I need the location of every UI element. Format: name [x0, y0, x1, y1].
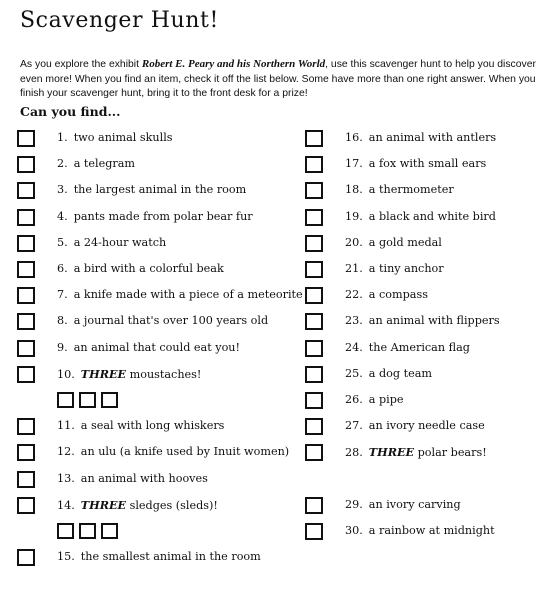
item-number: 24. — [345, 340, 363, 354]
item-number: 15. — [57, 550, 75, 564]
sub-checkbox[interactable] — [79, 392, 96, 408]
item-15 — [17, 543, 307, 569]
item-label — [345, 341, 470, 354]
item-label — [57, 210, 253, 223]
item-number: 27. — [345, 419, 363, 433]
item-number: 29. — [345, 497, 363, 511]
item-label — [345, 367, 432, 380]
item-27 — [305, 412, 545, 438]
item-text: the American flag — [368, 340, 470, 354]
checkbox-29[interactable] — [305, 497, 323, 514]
checkbox-17[interactable] — [305, 156, 323, 173]
item-number: 19. — [345, 209, 363, 223]
item-number: 28. — [345, 446, 363, 460]
checkbox-28[interactable] — [305, 444, 323, 461]
extra-checkboxes — [57, 523, 118, 539]
item-number: 2. — [57, 157, 68, 171]
sub-checkbox[interactable] — [57, 392, 74, 408]
item-label — [345, 157, 486, 170]
item-label — [345, 183, 454, 196]
item-8 — [17, 307, 307, 333]
sub-checkbox[interactable] — [57, 523, 74, 539]
item-7 — [17, 281, 307, 307]
item-label — [57, 341, 240, 354]
item-label — [345, 210, 496, 223]
item-number: 3. — [57, 183, 68, 197]
checkbox-21[interactable] — [305, 261, 323, 278]
item-29 — [305, 491, 545, 517]
item-label — [345, 236, 442, 249]
item-number: 14. — [57, 498, 75, 512]
intro-text-before: As you explore the exhibit — [20, 59, 142, 70]
item-label — [57, 314, 268, 327]
item-text: an animal with antlers — [368, 131, 497, 144]
item-label — [345, 445, 487, 459]
item-14 — [17, 491, 307, 544]
item-emphasis: THREE — [368, 445, 415, 460]
checkbox-12[interactable] — [17, 444, 35, 461]
item-label — [57, 288, 303, 301]
item-label — [57, 550, 261, 563]
sub-checkbox[interactable] — [101, 523, 118, 539]
item-text: an ulu (a knife used by Inuit women) — [80, 445, 290, 459]
checkbox-27[interactable] — [305, 418, 323, 435]
item-label — [57, 472, 208, 485]
item-emphasis: THREE — [80, 366, 127, 381]
item-label — [345, 393, 404, 406]
item-text: a dog team — [368, 366, 433, 380]
checkbox-19[interactable] — [305, 209, 323, 226]
item-number: 6. — [57, 261, 68, 275]
item-label — [345, 419, 485, 432]
item-number: 12. — [57, 445, 75, 459]
checkbox-25[interactable] — [305, 366, 323, 383]
item-text: polar bears! — [414, 446, 487, 460]
item-text: a compass — [368, 288, 428, 302]
checkbox-16[interactable] — [305, 130, 323, 147]
item-text: pants made from polar bear fur — [73, 209, 253, 223]
item-text: a thermometer — [368, 183, 454, 197]
item-text: an animal with flippers — [368, 314, 500, 328]
sub-checkbox[interactable] — [101, 392, 118, 408]
item-text: a fox with small ears — [368, 157, 487, 171]
item-text: a seal with long whiskers — [80, 419, 225, 433]
item-number: 10. — [57, 367, 75, 381]
item-text: a tiny anchor — [368, 261, 444, 275]
item-number: 30. — [345, 523, 363, 537]
item-text: the largest animal in the room — [73, 183, 247, 197]
item-5 — [17, 229, 307, 255]
item-13 — [17, 465, 307, 491]
item-text: a journal that's over 100 years old — [73, 314, 269, 328]
checkbox-26[interactable] — [305, 392, 323, 409]
item-label — [57, 419, 224, 432]
item-20 — [305, 229, 545, 255]
item-23 — [305, 307, 545, 333]
sub-checkbox[interactable] — [79, 523, 96, 539]
item-number: 8. — [57, 314, 68, 328]
item-emphasis: THREE — [80, 497, 127, 512]
item-label — [57, 183, 246, 196]
item-number: 1. — [57, 131, 68, 144]
item-text: the smallest animal in the room — [80, 550, 261, 564]
item-19 — [305, 203, 545, 229]
checkbox-13[interactable] — [17, 471, 35, 488]
checkbox-1[interactable] — [17, 130, 35, 147]
item-11 — [17, 412, 307, 438]
checkbox-5[interactable] — [17, 235, 35, 252]
item-number: 9. — [57, 340, 68, 354]
item-30 — [305, 517, 545, 543]
item-number: 16. — [345, 131, 363, 144]
item-text: an animal with hooves — [80, 471, 208, 485]
item-label — [345, 524, 495, 537]
intro-text-after: , use this scavenger hunt to help you discover even more! When you find an item, check it off the list below. Some have more than one right answer. When you finish your scavenger hunt, bring it to the front desk for a prize! — [20, 59, 536, 99]
exhibit-name: Robert E. Peary and his Northern World — [141, 58, 326, 70]
items-column-left — [17, 124, 307, 569]
checkbox-7[interactable] — [17, 287, 35, 304]
extra-checkboxes — [57, 392, 118, 408]
item-number: 22. — [345, 288, 363, 302]
item-text: a pipe — [368, 392, 404, 406]
item-text: a gold medal — [368, 235, 442, 249]
item-number: 21. — [345, 261, 363, 275]
item-number: 5. — [57, 235, 68, 249]
item-text: an ivory carving — [368, 497, 461, 511]
item-text: a telegram — [73, 157, 136, 171]
item-text: a knife made with a piece of a meteorite — [73, 288, 303, 302]
item-22 — [305, 281, 545, 307]
item-text: a rainbow at midnight — [368, 523, 495, 537]
item-label — [345, 131, 496, 144]
item-number: 18. — [345, 183, 363, 197]
item-number: 17. — [345, 157, 363, 171]
item-label — [345, 288, 428, 301]
item-label — [57, 262, 224, 275]
item-label — [57, 157, 135, 170]
item-number: 11. — [57, 419, 75, 433]
item-text: two animal skulls — [73, 131, 173, 144]
item-text: a bird with a colorful beak — [73, 261, 224, 275]
item-number: 23. — [345, 314, 363, 328]
checkbox-9[interactable] — [17, 340, 35, 357]
item-25 — [305, 360, 545, 386]
checkbox-18[interactable] — [305, 182, 323, 199]
item-number: 4. — [57, 209, 68, 223]
item-label — [57, 131, 173, 144]
item-label — [57, 236, 166, 249]
can-you-find-heading: Can you find... — [20, 104, 121, 119]
checkbox-22[interactable] — [305, 287, 323, 304]
checkbox-8[interactable] — [17, 313, 35, 330]
item-label — [345, 314, 500, 327]
item-3 — [17, 176, 307, 202]
checkbox-6[interactable] — [17, 261, 35, 278]
checkbox-11[interactable] — [17, 418, 35, 435]
checkbox-23[interactable] — [305, 313, 323, 330]
item-label — [345, 262, 444, 275]
item-text: an ivory needle case — [368, 419, 485, 433]
checkbox-24[interactable] — [305, 340, 323, 357]
checkbox-3[interactable] — [17, 182, 35, 199]
intro-paragraph — [20, 57, 540, 102]
item-text: an animal that could eat you! — [73, 340, 241, 354]
item-2 — [17, 150, 307, 176]
item-9 — [17, 334, 307, 360]
item-28 — [305, 438, 545, 491]
item-number: 20. — [345, 235, 363, 249]
item-17 — [305, 150, 545, 176]
item-6 — [17, 255, 307, 281]
item-number: 25. — [345, 366, 363, 380]
item-text: moustaches! — [126, 367, 202, 381]
checkbox-20[interactable] — [305, 235, 323, 252]
item-12 — [17, 438, 307, 464]
item-21 — [305, 255, 545, 281]
checkbox-4[interactable] — [17, 209, 35, 226]
items-column-right — [305, 124, 545, 543]
checkbox-30[interactable] — [305, 523, 323, 540]
checkbox-10[interactable] — [17, 366, 35, 383]
item-26 — [305, 386, 545, 412]
item-16 — [305, 124, 545, 150]
item-18 — [305, 176, 545, 202]
item-number: 26. — [345, 392, 363, 406]
checkbox-14[interactable] — [17, 497, 35, 514]
item-24 — [305, 334, 545, 360]
item-text: a 24-hour watch — [73, 235, 167, 249]
item-text: a black and white bird — [368, 209, 496, 223]
checkbox-2[interactable] — [17, 156, 35, 173]
item-label — [57, 367, 201, 381]
item-label — [57, 498, 218, 512]
item-1 — [17, 124, 307, 150]
page-title: Scavenger Hunt! — [20, 8, 219, 33]
item-number: 13. — [57, 471, 75, 485]
item-10 — [17, 360, 307, 413]
item-text: sledges (sleds)! — [126, 498, 218, 512]
item-number: 7. — [57, 288, 68, 302]
item-label — [345, 498, 461, 511]
item-4 — [17, 203, 307, 229]
item-label — [57, 445, 289, 458]
checkbox-15[interactable] — [17, 549, 35, 566]
